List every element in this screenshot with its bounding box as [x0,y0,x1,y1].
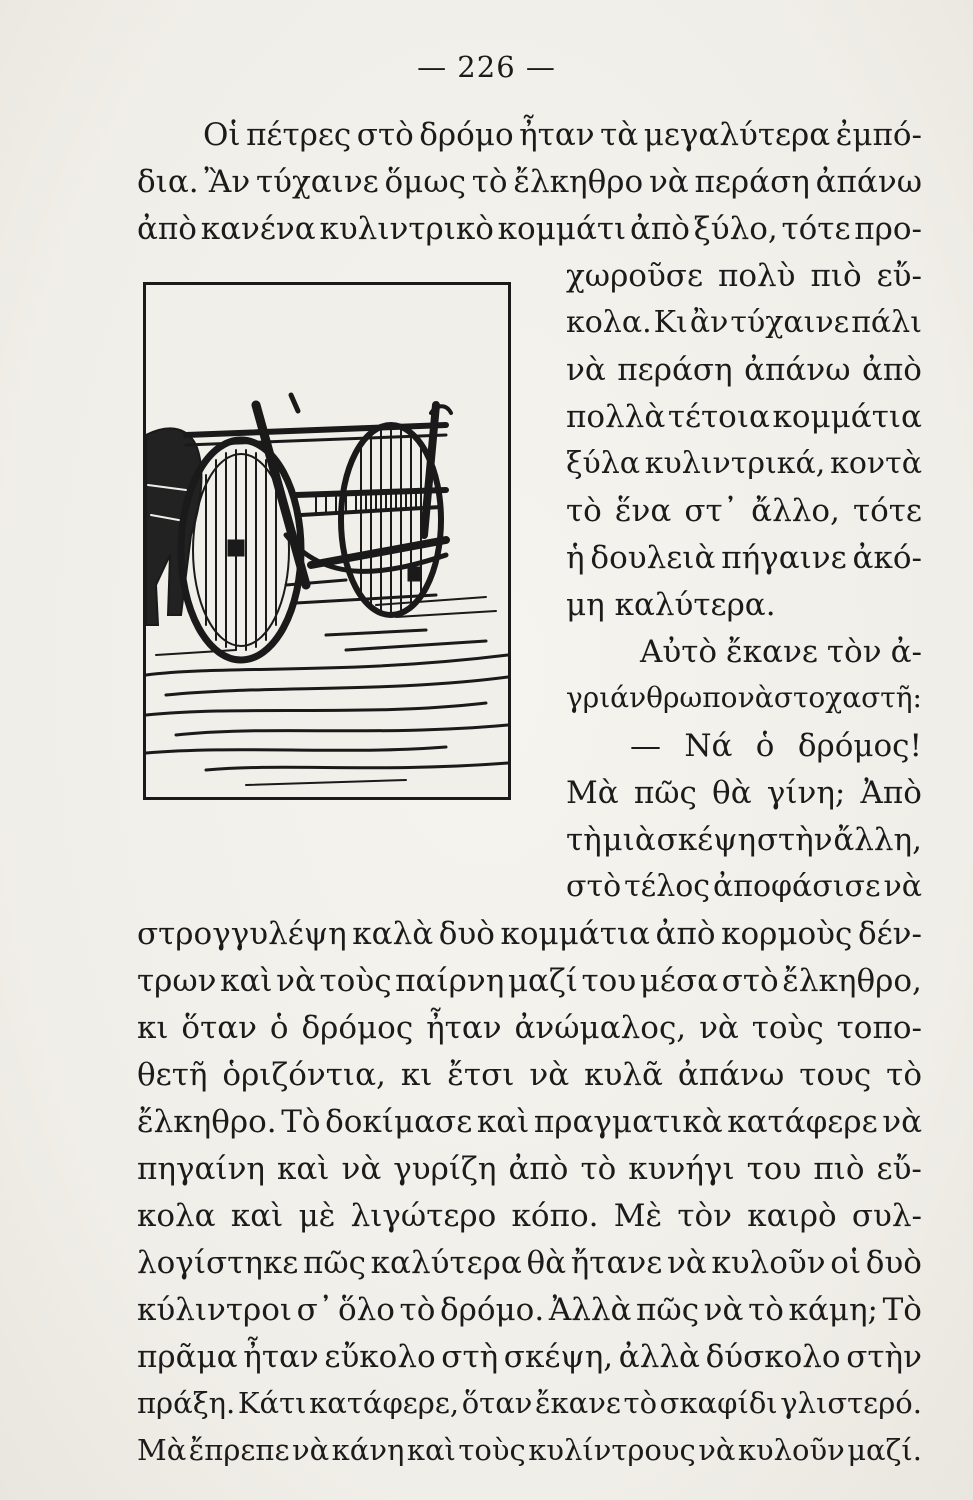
word: πῶς [633,775,697,811]
line-text [137,211,922,247]
word: στὴ [441,1339,499,1375]
word: σ᾽ [296,1292,334,1328]
text-line [137,164,922,200]
word: καὶ [230,1198,284,1234]
word: ἔκανε [726,634,818,670]
text-line [566,681,922,714]
word: τύχαινε [255,164,379,200]
word: γίνη; [766,775,846,811]
word: μαζί. [847,1433,922,1467]
word: τὸ [886,1057,922,1093]
word: ἀπὸ [861,352,922,388]
word: τρων [137,963,217,999]
word: κυλιντρικά, [644,446,826,481]
word: γριάνθρωπο [566,681,738,714]
text-line [137,1245,922,1281]
word: πῶς [636,1292,700,1328]
word: ἔλκηθρο, [782,963,922,999]
line-text [566,681,922,714]
text-line [137,1104,922,1140]
text-line [566,587,922,623]
word: καλύτερα [370,1245,522,1281]
line-text [137,164,922,200]
word: καὶ [476,1104,530,1140]
word: νὰ [291,1433,330,1467]
word: πολὺ [717,258,796,294]
word: συλ- [851,1198,922,1234]
word: Μὲ [613,1198,663,1234]
word: νὰ [883,869,922,904]
word: στοχαστῆ: [773,681,922,714]
word: τότε [852,493,922,529]
line-text [630,728,922,764]
word: ὁ [269,1010,289,1046]
text-line [137,1339,922,1375]
line-text [566,493,922,529]
text-line [203,117,922,153]
text-line [630,728,922,764]
word: δρόμο. [439,1292,545,1328]
word: Ἀλλὰ [548,1292,632,1328]
line-text [137,1151,922,1187]
word: πράξη. [137,1386,236,1420]
word: δυὸ [865,1245,922,1281]
line-text [137,1292,922,1328]
word: Κάτι [237,1386,307,1420]
word: κομμάτι [497,211,627,247]
word: ἔλκηθρο. [137,1104,277,1140]
word: νὰ [666,1245,707,1281]
text-line [566,399,922,435]
word: πιὸ [810,258,862,294]
word: νὰ [737,681,774,714]
line-text [566,258,922,294]
line-text [137,1433,922,1467]
word: κι [400,1057,433,1093]
word: κατάφερε [727,1104,878,1140]
word: σκαφίδι [659,1386,778,1420]
line-text [137,1057,922,1093]
word: νὰ [703,1292,744,1328]
text-line [137,1010,922,1046]
line-text [137,1245,922,1281]
line-text: μη καλύτερα. [566,587,776,623]
word: ὅταν [461,1386,533,1420]
word: κυλᾶ [584,1057,663,1093]
word: ἀ- [890,634,922,670]
text-line [566,822,922,858]
word: κορμοὺς [721,916,853,952]
word: Ἂν [204,164,251,200]
word: ἦταν [519,117,595,153]
line-text [137,1010,922,1046]
line-text [566,446,922,481]
word: τους [799,1057,872,1093]
word: δρόμος! [797,728,922,764]
word: ἔλκηθρο [513,164,644,200]
word: ἀπὸ [629,211,690,247]
word: ἦταν [243,1339,319,1375]
text-line [566,352,922,388]
word: στρογγυλέψη [137,916,347,952]
word: τοὺς [751,1010,824,1046]
word: τέλος [624,869,711,904]
text-line [566,305,922,340]
text-line [137,963,922,999]
word: νὰ [276,963,316,999]
word: νὰ [648,164,689,200]
word: κυλοῦν [737,1433,845,1467]
text-line [137,1292,922,1328]
word: γυρίζη [393,1151,497,1187]
word: τότε [781,211,851,247]
word: Αὐτὸ [640,634,718,670]
word: μὲ [298,1198,336,1234]
word: τοὺς [319,963,392,999]
word: δουλειὰ [590,540,716,576]
word: ξύλα [566,446,641,481]
page-number: — 226 — [417,50,556,84]
line-text [137,1386,922,1420]
illustration [143,282,511,800]
word: τὸ [471,164,508,200]
word: κοντὰ [830,446,922,481]
word: πήγαινε [721,540,847,576]
word: δύσκολο [705,1339,841,1375]
word: σκέψη [656,822,757,858]
word: νὰ [566,352,606,388]
word: κυνήγι [628,1151,735,1187]
line-text [566,540,922,576]
word: δια. [137,164,199,200]
word: στὸ [356,117,414,153]
word: λογίστηκε [137,1245,299,1281]
word: στὸ [566,869,622,904]
word: του [746,1151,802,1187]
word: μαζί [507,963,578,999]
word: ἄλλη, [833,822,922,858]
text-line [566,493,922,529]
word: τὸ [580,1151,617,1187]
word: θὰ [526,1245,567,1281]
word: στὴν [756,822,833,858]
word: παίρνη [395,963,505,999]
word: εὔ- [876,258,922,294]
word: κυλοῦν [711,1245,826,1281]
word: ἀπάνω [677,1057,785,1093]
word: θὰ [712,775,752,811]
word: Μὰ [137,1433,187,1467]
word: κάνη [331,1433,405,1467]
word: δρόμος [301,1010,414,1046]
word: ἔπρεπε [188,1433,290,1467]
word: καλὰ [352,916,434,952]
text-line [137,211,922,247]
word: κυλιντρικὸ [319,211,494,247]
word: ἀκό- [852,540,922,576]
word: ἔτσι [447,1057,515,1093]
word: ἐμπό- [835,117,922,153]
word: ἀλλὰ [618,1339,700,1375]
text-line [566,540,922,576]
word: δέν- [857,916,922,952]
word: πιὸ [813,1151,865,1187]
word: Τὸ [882,1292,922,1328]
word: ἀπὸ [137,211,197,247]
word: καιρὸ [747,1198,837,1234]
line-text [137,1104,922,1140]
line-text [566,305,922,340]
word: περάση [617,352,733,388]
word: κανένα [200,211,316,247]
word: Κι [653,305,688,340]
line-text [137,963,922,999]
text-line [137,1433,922,1467]
cart-woodcut-icon [146,285,508,797]
word: κολα [137,1198,216,1234]
word: τοὺς [458,1433,526,1467]
word: ὅλο [337,1292,395,1328]
word: τέτοια [667,399,770,435]
word: ἦταν [426,1010,502,1046]
line-text [566,775,922,811]
word: ἀποφάσισε [713,869,881,904]
word: ἕνα [614,493,672,529]
word: νὰ [699,1010,739,1046]
word: μεγαλύτερα [643,117,831,153]
word: Νά [684,728,733,764]
word: τύχαινε [730,305,850,340]
line-text [566,399,922,435]
word: καὶ [406,1433,456,1467]
word: πολλὰ [566,399,666,435]
text-line [137,1386,922,1420]
word: εὔκολο [324,1339,436,1375]
word: νὰ [341,1151,382,1187]
line-text [203,117,922,153]
word: δοκίμασε [325,1104,473,1140]
word: κάμη; [788,1292,878,1328]
word: δυὸ [438,916,495,952]
word: στὴν [846,1339,922,1375]
word: οἱ [830,1245,862,1281]
text-line [640,634,922,670]
word: τὸν [677,1198,733,1234]
word: τὴ [566,822,602,858]
word: καὶ [220,963,273,999]
word: κομμάτια [500,916,650,952]
word: χωροῦσε [566,258,704,294]
word: κόπο. [511,1198,599,1234]
word: κύλιντροι [137,1292,293,1328]
word: πέτρες [246,117,352,153]
word: πραγματικὰ [533,1104,723,1140]
word: πάλι [851,305,922,340]
word: στὸ [721,963,779,999]
word: ὅταν [181,1010,258,1046]
text-line [137,1057,922,1093]
word: τὸ [399,1292,436,1328]
text-line [566,869,922,904]
word: τὸν [826,634,882,670]
line-text [566,352,922,388]
word: πρᾶμα [137,1339,238,1375]
word: ἄλλο, [751,493,840,529]
line-text [137,1198,922,1234]
word: δρόμο [419,117,514,153]
word: Μὰ [566,775,619,811]
word: νὰ [698,1433,736,1467]
text-line [566,258,922,294]
text-line [137,916,922,952]
word: κι [137,1010,169,1046]
line-text [566,822,922,858]
word: ἡ [566,540,585,576]
word: προ- [854,211,922,247]
word: τὸ [566,493,602,529]
word: κυλίντρους [528,1433,696,1467]
word: Οἱ [203,117,241,153]
word: τὸ [623,1386,658,1420]
text-line [137,1198,922,1234]
word: κατάφερε, [309,1386,460,1420]
word: νὰ [529,1057,570,1093]
word: Τὸ [281,1104,321,1140]
word: νὰ [882,1104,922,1140]
word: πῶς [302,1245,366,1281]
word: ἀνώμαλος, [514,1010,687,1046]
text-line [566,446,922,481]
word: πηγαίνη [137,1151,265,1187]
word: περάση [694,164,810,200]
word: ὁ [755,728,775,764]
word: ὁριζόντια, [222,1057,386,1093]
word: σκέψη, [503,1339,614,1375]
word: ἀπὸ [655,916,716,952]
word: καὶ [277,1151,330,1187]
word: τὸ [748,1292,784,1328]
line-text [640,634,922,670]
word: Ἀπὸ [860,775,922,811]
word: μέσα [639,963,719,999]
word: του [581,963,637,999]
word: κομμάτια [772,399,922,435]
word: ἔκανε [535,1386,621,1420]
word: μιὰ [602,822,656,858]
word: — [630,728,661,764]
word: ἀπὸ [508,1151,569,1187]
word: λιγώτερο [350,1198,497,1234]
word: ὅμως [384,164,466,200]
word: ἀπάνω [815,164,922,200]
line-text [137,1339,922,1375]
line-text [137,916,922,952]
text-line [566,775,922,811]
word: τοπο- [836,1010,922,1046]
word: στ᾽ [684,493,739,529]
word: γλιστερό. [780,1386,922,1420]
word: ἂν [689,305,729,340]
word: εὔ- [876,1151,922,1187]
word: τὰ [600,117,639,153]
word: ξύλο, [693,211,778,247]
line-text [566,869,922,904]
word: ἤτανε [570,1245,663,1281]
word: ἀπάνω [744,352,851,388]
word: κολα. [566,305,652,340]
text-line [137,1151,922,1187]
word: θετῆ [137,1057,208,1093]
